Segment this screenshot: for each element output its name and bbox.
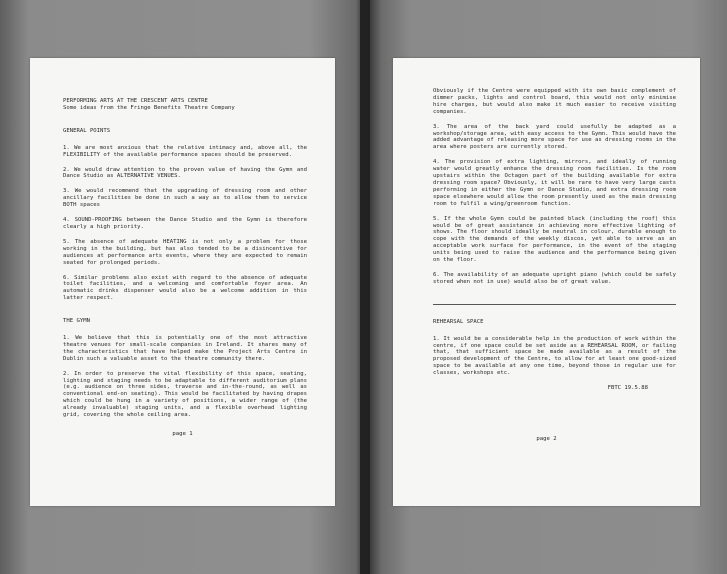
paragraph: 5. If the whole Gymn could be painted black (including the roof) this would be of great assistance in achieving more effective lighting of shows. The floor should ideally be neutral in colour, durable enough to cope with the demands of the weekly discos, yet able to serve as an acceptable work surface for performance, in the event of the staging units being used to raise the audience and the performance being given on the floor. xyxy=(433,215,676,264)
document-page-2 xyxy=(393,58,700,506)
document-title: PERFORMING ARTS AT THE CRESCENT ARTS CENTRE xyxy=(63,98,208,104)
paragraph: 2. We would draw attention to the proven value of having the Gymn and Dance Studio as ALTERNATIVE VENUES. xyxy=(63,166,307,180)
document-page-1 xyxy=(30,58,335,506)
paragraph: 4. SOUND-PROOFING between the Dance Studio and the Gymn is therefore clearly a high priority. xyxy=(63,217,307,230)
page-number: page 1 xyxy=(172,431,193,437)
paragraph: 1. We believe that this is potentially one of the most attractive theatre venues for small-scale companies in Ireland. It shares many of the characteristics that have helped make the Project Arts Centre in Dublin such a valuable asset to the theatre community there. xyxy=(63,335,307,362)
binding-spine xyxy=(360,0,370,574)
paragraph: 4. The provision of extra lighting, mirrors, and ideally of running water would greatly enhance the dressing room facilities. Is the room upstairs within the Octagon part of the building available for extra dressing room space? Obviously, it will be rare to have very large casts performing in either the Gymn or Dance Studio, and extra dressing room space elsewhere would allow the room presently used as the main dressing room to fulfil a wing/greenroom function. xyxy=(433,159,676,207)
paragraph: 3. The area of the back yard could usefully be adapted as a workshop/storage area, with easy access to the Gymn. This would have the added advantage of releasing more space for use as dressing rooms in the area where posters are currently stored. xyxy=(433,123,676,151)
paragraph: 1. It would be a considerable help in the production of work within the centre, if one space could be set aside as a REHEARSAL ROOM, or failing that, that sufficient space be made available as a result of the proposed development of the Centre, to allow for at least one good-sized space to be available at any one time, beyond those in regular use for classes, workshops etc. xyxy=(433,335,676,377)
section-heading-rehearsal-space: REHEARSAL SPACE xyxy=(433,318,484,325)
section-heading-the-gymn: THE GYMN xyxy=(63,318,90,325)
paragraph: 1. We are most anxious that the relative intimacy and, above all, the FLEXIBILITY of the available performance spaces should be preserved. xyxy=(63,144,307,158)
section-heading-general-points: GENERAL POINTS xyxy=(63,127,111,134)
horizontal-rule xyxy=(433,304,676,305)
paragraph: 2. In order to preserve the vital flexibility of this space, seating, lighting and staging needs to be adaptable to different auditorium plans (e.g. audience on three sides, traverse and in-the-round, as well as conventional end-on seating). This would be facilitated by having drapes which could be hung in a variety of positions, a wider range of (the already invaluable) staging units, and a flexible overhead lighting grid, covering the whole ceiling area. xyxy=(63,370,307,419)
paragraph: 6. Similar problems also exist with regard to the absence of adequate toilet facilities, and a welcoming and comfortable foyer area. An automatic drinks dispenser would also be a welcome addition in this latter respect. xyxy=(63,274,307,302)
page-1-content xyxy=(63,98,307,427)
signature-date: FBTC 19.5.88 xyxy=(607,385,648,392)
page-2-content xyxy=(433,88,676,400)
paragraph: 6. The availability of an adequate upright piano (which could be safely stored when not in use) would also be of great value. xyxy=(433,271,676,285)
paragraph: 5. The absence of adequate HEATING is not only a problem for those working in the building, but has also tended to be a disincentive for audiences at performance arts events, where they are expected to remain seated for prolonged periods. xyxy=(63,238,307,266)
document-subtitle: Some ideas from the Fringe Benefits Theatre Company xyxy=(63,104,235,111)
paragraph: Obviously if the Centre were equipped with its own basic complement of dimmer packs, lights and control board, this would not only minimise hire charges, but would also make it much easier to receive visiting companies. xyxy=(433,88,676,115)
page-number: page 2 xyxy=(536,436,557,442)
paragraph: 3. We would recommend that the upgrading of dressing room and other ancillary facilities be done in such a way as to allow them to service BOTH spaces xyxy=(63,188,307,209)
